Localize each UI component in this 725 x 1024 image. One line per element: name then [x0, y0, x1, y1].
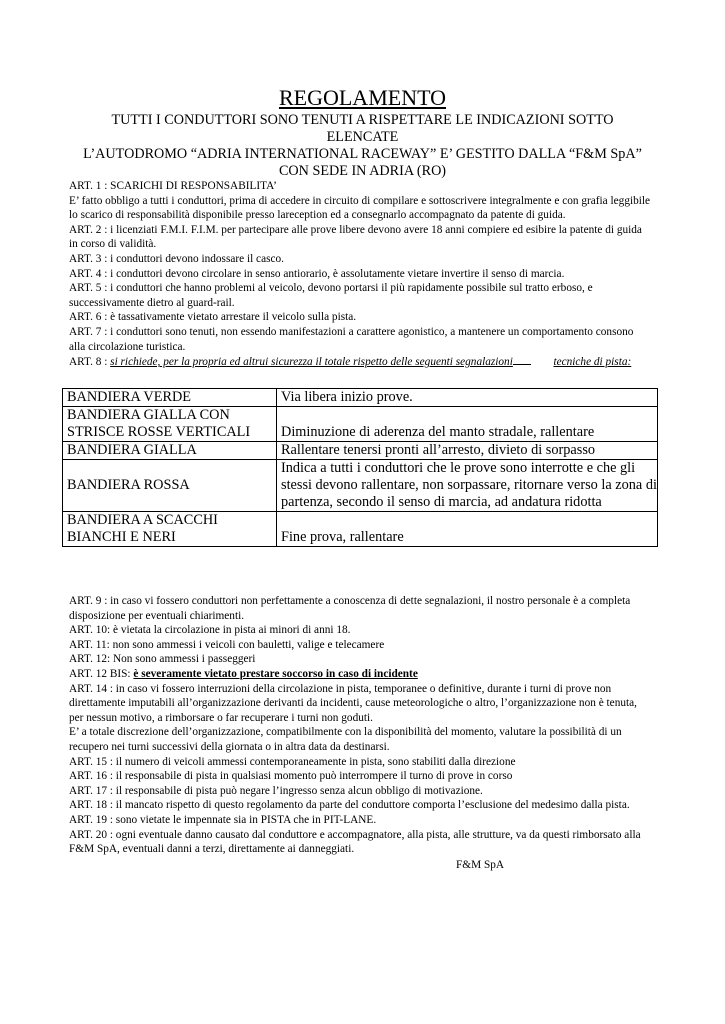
flag-name: BANDIERA GIALLA CON STRISCE ROSSE VERTICALI	[63, 407, 277, 442]
article-16: ART. 16 : il responsabile di pista in qualsiasi momento può interrompere il turno di prove in corso	[69, 770, 513, 783]
article-10: ART. 10: è vietata la circolazione in pista ai minori di anni 18.	[69, 624, 351, 637]
subtitle-autodromo	[60, 146, 665, 180]
flag-name: BANDIERA A SCACCHI BIANCHI E NERI	[63, 512, 277, 547]
flag-name: BANDIERA GIALLA	[63, 442, 277, 460]
flag-name: BANDIERA VERDE	[63, 389, 277, 407]
article-3: ART. 3 : i conduttori devono indossare il casco.	[69, 252, 284, 265]
document-title: REGOLAMENTO	[278, 85, 447, 110]
flag-meaning: Via libera inizio prove.	[277, 389, 658, 407]
subtitle-line: L’AUTODROMO “ADRIA INTERNATIONAL RACEWAY” E’ GESTITO DALLA “F&M SpA”	[83, 146, 642, 162]
flag-meaning: Rallentare tenersi pronti all’arresto, divieto di sorpasso	[277, 442, 658, 460]
subtitle-conduttori	[60, 112, 665, 146]
subtitle-line: CON SEDE IN ADRIA (RO)	[278, 163, 447, 179]
article-8-tail: tecniche di pista:	[553, 356, 632, 369]
articles-section-top	[69, 179, 651, 370]
article-1-heading: ART. 1 : SCARICHI DI RESPONSABILITA’	[69, 180, 277, 192]
article-8	[69, 354, 651, 370]
subtitle-line: ELENCATE	[326, 129, 399, 145]
article-12: ART. 12: Non sono ammessi i passeggeri	[69, 653, 256, 666]
flag-name: BANDIERA ROSSA	[63, 460, 277, 512]
article-8-lead: ART. 8 :	[69, 356, 111, 369]
table-row	[63, 512, 658, 547]
article-4: ART. 4 : i conduttori devono circolare in senso antiorario, è assolutamente vietare invertire il senso di marcia.	[69, 267, 565, 280]
flag-meaning: Diminuzione di aderenza del manto stradale, rallentare	[277, 407, 658, 442]
flag-meaning: Indica a tutti i conduttori che le prove sono interrotte e che gli stessi devono rallentare, non sorpassare, ritornare verso la zona di partenza, secondo il senso di marcia, ad andatura ridotta	[277, 460, 658, 512]
signature: F&M SpA	[456, 859, 505, 871]
article-14: ART. 14 : in caso vi fossero interruzioni della circolazione in pista, temporanee o definitive, durante i turni di prove non direttamente imputabili all’organizzazione derivanti da incidenti, cause meteorologiche o altro, l’organizzazione non è tenuta, per nessun motivo, a rimborsare o far recuperare i turni non goduti.	[69, 682, 637, 724]
article-19: ART. 19 : sono vietate le impennate sia in PISTA che in PIT-LANE.	[69, 813, 377, 826]
article-9: ART. 9 : in caso vi fossero conduttori non perfettamente a conoscenza di dette segnalazioni, il nostro personale è a completa disposizione per eventuali chiarimenti.	[69, 595, 631, 622]
table-row	[63, 442, 658, 460]
subtitle-line: TUTTI I CONDUTTORI SONO TENUTI A RISPETTARE LE INDICAZIONI SOTTO	[111, 112, 614, 128]
article-12-bis-lead: ART. 12 BIS:	[69, 667, 134, 680]
article-18: ART. 18 : il mancato rispetto di questo regolamento da parte del conduttore comporta l’esclusione del medesimo dalla pista.	[69, 799, 630, 812]
articles-section-bottom	[69, 594, 651, 857]
article-7: ART. 7 : i conduttori sono tenuti, non essendo manifestazioni a carattere agonistico, a mantenere un comportamento consono alla circolazione turistica.	[69, 325, 634, 353]
article-14-note: E’ a totale discrezione dell’organizzazione, compatibilmente con la disponibilità del momento, valutare la possibilità di un recupero nei turni successivi della giornata o in altra data da destinarsi.	[69, 726, 622, 753]
article-5: ART. 5 : i conduttori che hanno problemi al veicolo, devono portarsi il più rapidamente possibile sul tratto erboso, e successivamente dietro al guard-rail.	[69, 282, 593, 309]
table-row	[63, 389, 658, 407]
article-15: ART. 15 : il numero di veicoli ammessi contemporaneamente in pista, sono stabiliti dalla direzione	[69, 755, 516, 768]
article-6: ART. 6 : è tassativamente vietato arrestare il veicolo sulla pista.	[69, 311, 357, 324]
table-row	[63, 460, 658, 512]
article-20: ART. 20 : ogni eventuale danno causato dal conduttore e accompagnatore, alla pista, alle strutture, va da questi rimborsato alla F&M SpA, eventuali danni a terzi, direttamente ai danneggiati.	[69, 828, 641, 856]
article-8-underlined: si richiede, per la propria ed altrui sicurezza il totale rispetto delle seguenti segnalazioni	[110, 356, 513, 369]
article-11: ART. 11: non sono ammessi i veicoli con bauletti, valige e telecamere	[69, 638, 385, 651]
article-12-bis	[69, 667, 651, 682]
table-row	[63, 407, 658, 442]
flags-table	[62, 388, 658, 547]
article-1-text: E’ fatto obbligo a tutti i conduttori, prima di accedere in circuito di compilare e sottoscrivere integralmente e con grafia leggibile lo scarico di responsabilità disponibile presso lareception ed a consegnarlo accompagnato da patente di guida.	[69, 194, 651, 222]
article-17: ART. 17 : il responsabile di pista può negare l’ingresso senza alcun obbligo di motivazione.	[69, 784, 483, 797]
article-12-bis-bold: è severamente vietato prestare soccorso in caso di incidente	[133, 667, 418, 680]
flag-meaning: Fine prova, rallentare	[277, 512, 658, 547]
article-2: ART. 2 : i licenziati F.M.I. F.I.M. per partecipare alle prove libere devono avere 18 anni compiere ed esibire la patente di guida in corso di validità.	[69, 223, 642, 251]
